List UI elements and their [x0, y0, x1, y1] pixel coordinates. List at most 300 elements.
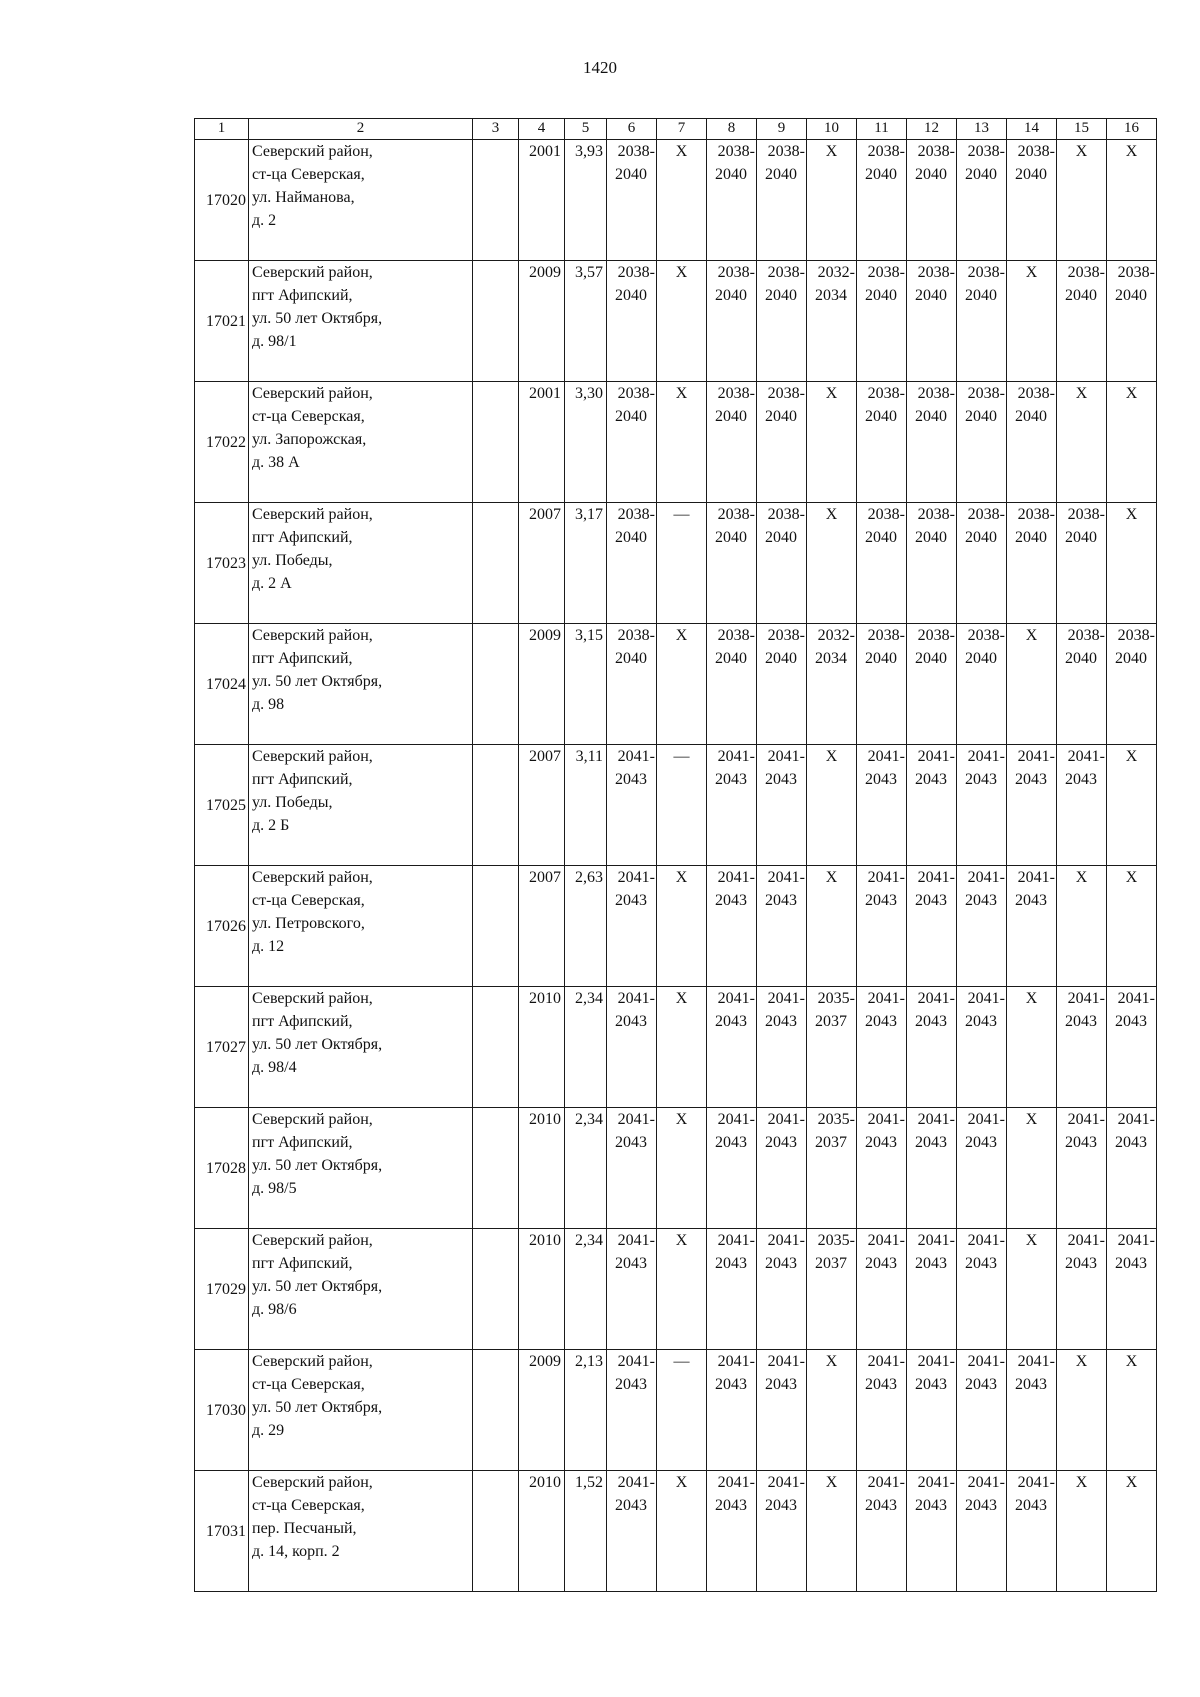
period-cell-13 — [957, 1108, 1007, 1229]
period-year: 2040 — [1015, 166, 1047, 183]
period-year: 2041- — [717, 990, 755, 1007]
period-cell-13 — [957, 745, 1007, 866]
period-cell-14 — [1007, 382, 1057, 503]
page-number: 1420 — [583, 58, 617, 77]
period-year: 2041- — [767, 748, 805, 765]
period-year: 2038- — [767, 506, 805, 523]
address-cell — [249, 140, 473, 261]
period-year: 2038- — [717, 506, 755, 523]
period-cell-13 — [957, 866, 1007, 987]
period-year: 2041- — [967, 1111, 1005, 1128]
cross-mark: Х — [675, 1232, 688, 1249]
cross-mark: Х — [825, 748, 838, 765]
period-year: 2040 — [765, 529, 797, 546]
period-year: 2041- — [617, 869, 655, 886]
period-cell-14 — [1007, 1108, 1057, 1229]
period-year: 2040 — [715, 408, 747, 425]
period-cell-7 — [657, 866, 707, 987]
build-year-cell: 2007 — [519, 503, 565, 624]
period-cell-8 — [707, 140, 757, 261]
cross-mark: Х — [675, 264, 688, 281]
period-cell-10 — [807, 1229, 857, 1350]
address-line: пгт Афипский, — [252, 1013, 353, 1030]
period-year: 2043 — [715, 1497, 747, 1514]
period-year: 2040 — [1115, 650, 1147, 667]
period-year: 2041- — [967, 1474, 1005, 1491]
period-year: 2043 — [865, 771, 897, 788]
period-cell-16 — [1107, 1471, 1157, 1592]
period-year: 2041- — [767, 1111, 805, 1128]
period-year: 2040 — [915, 287, 947, 304]
period-cell-16 — [1107, 1108, 1157, 1229]
period-cell-14 — [1007, 866, 1057, 987]
value-cell: 3,15 — [565, 624, 607, 745]
period-year: 2043 — [915, 1255, 947, 1272]
period-year: 2043 — [915, 1013, 947, 1030]
period-cell-11 — [857, 1108, 907, 1229]
period-year: 2040 — [615, 408, 647, 425]
period-year: 2043 — [765, 1134, 797, 1151]
period-cell-14 — [1007, 745, 1057, 866]
period-cell-7 — [657, 1229, 707, 1350]
period-year: 2043 — [1065, 771, 1097, 788]
period-year: 2041- — [867, 1353, 905, 1370]
build-year-cell: 2007 — [519, 866, 565, 987]
period-year: 2038- — [617, 385, 655, 402]
period-cell-7 — [657, 987, 707, 1108]
column-number-6: 6 — [607, 119, 657, 140]
period-cell-6 — [607, 866, 657, 987]
period-year: 2043 — [1015, 892, 1047, 909]
period-year: 2041- — [917, 990, 955, 1007]
cross-mark: Х — [675, 385, 688, 402]
period-year: 2040 — [1065, 287, 1097, 304]
value-cell: 2,63 — [565, 866, 607, 987]
period-cell-10 — [807, 866, 857, 987]
period-year: 2041- — [867, 869, 905, 886]
period-year: 2043 — [765, 892, 797, 909]
period-year: 2041- — [767, 869, 805, 886]
cross-mark: Х — [675, 143, 688, 160]
period-year: 2041- — [1017, 1353, 1055, 1370]
period-year: 2041- — [1117, 1232, 1155, 1249]
period-cell-9 — [757, 987, 807, 1108]
period-year: 2040 — [765, 166, 797, 183]
table-row — [195, 624, 1157, 745]
period-year: 2041- — [917, 1232, 955, 1249]
period-year: 2034 — [815, 287, 847, 304]
period-cell-15 — [1057, 1229, 1107, 1350]
cross-mark: Х — [1125, 869, 1138, 886]
period-year: 2040 — [965, 408, 997, 425]
period-cell-9 — [757, 1471, 807, 1592]
period-year: 2040 — [865, 166, 897, 183]
period-cell-12 — [907, 987, 957, 1108]
address-cell — [249, 987, 473, 1108]
period-cell-11 — [857, 1350, 907, 1471]
address-cell — [249, 1350, 473, 1471]
period-cell-6 — [607, 1471, 657, 1592]
period-year: 2038- — [917, 264, 955, 281]
period-year: 2038- — [1017, 143, 1055, 160]
period-year: 2040 — [915, 529, 947, 546]
cross-mark: Х — [1025, 1111, 1038, 1128]
period-year: 2043 — [915, 1376, 947, 1393]
period-year: 2038- — [867, 385, 905, 402]
period-year: 2032- — [817, 627, 855, 644]
period-year: 2041- — [617, 1111, 655, 1128]
period-year: 2041- — [917, 748, 955, 765]
cross-mark: Х — [675, 869, 688, 886]
period-cell-11 — [857, 745, 907, 866]
period-cell-10 — [807, 261, 857, 382]
period-cell-11 — [857, 1471, 907, 1592]
address-line: ул. 50 лет Октября, — [252, 673, 383, 690]
period-year: 2040 — [1015, 529, 1047, 546]
period-year: 2041- — [717, 1474, 755, 1491]
cross-mark: Х — [675, 1111, 688, 1128]
period-year: 2040 — [865, 529, 897, 546]
column-number-16: 16 — [1107, 119, 1157, 140]
period-year: 2043 — [915, 1134, 947, 1151]
build-year-cell: 2009 — [519, 261, 565, 382]
table-body — [195, 119, 1157, 1592]
period-year: 2041- — [917, 869, 955, 886]
period-year: 2041- — [717, 1353, 755, 1370]
address-line: ст-ца Северская, — [252, 1497, 365, 1514]
row-number: 17024 — [195, 624, 249, 745]
period-cell-16 — [1107, 745, 1157, 866]
cross-mark: Х — [1125, 748, 1138, 765]
row-number: 17022 — [195, 382, 249, 503]
period-cell-15 — [1057, 987, 1107, 1108]
row-number: 17025 — [195, 745, 249, 866]
row-number: 17021 — [195, 261, 249, 382]
period-year: 2043 — [965, 1255, 997, 1272]
address-line: ул. Победы, — [252, 552, 333, 569]
address-line: ул. 50 лет Октября, — [252, 310, 383, 327]
cross-mark: Х — [825, 506, 838, 523]
address-cell — [249, 1229, 473, 1350]
address-line: Северский район, — [252, 143, 373, 160]
column-number-11: 11 — [857, 119, 907, 140]
period-year: 2034 — [815, 650, 847, 667]
cross-mark: Х — [1075, 1474, 1088, 1491]
address-line: ул. Запорожская, — [252, 431, 367, 448]
address-line: д. 98 — [252, 696, 285, 713]
period-cell-13 — [957, 503, 1007, 624]
address-line: пгт Афипский, — [252, 650, 353, 667]
address-cell — [249, 382, 473, 503]
period-cell-13 — [957, 1350, 1007, 1471]
table-row — [195, 1471, 1157, 1592]
period-year: 2043 — [765, 1013, 797, 1030]
build-year-cell: 2010 — [519, 1229, 565, 1350]
period-cell-15 — [1057, 382, 1107, 503]
cross-mark: Х — [1025, 264, 1038, 281]
period-cell-6 — [607, 624, 657, 745]
period-cell-9 — [757, 261, 807, 382]
period-year: 2038- — [917, 385, 955, 402]
period-year: 2043 — [965, 1134, 997, 1151]
period-year: 2041- — [967, 990, 1005, 1007]
period-cell-14 — [1007, 987, 1057, 1108]
period-year: 2041- — [767, 1232, 805, 1249]
period-cell-7 — [657, 261, 707, 382]
period-year: 2043 — [915, 1497, 947, 1514]
period-cell-13 — [957, 624, 1007, 745]
address-line: пгт Афипский, — [252, 287, 353, 304]
row-number: 17030 — [195, 1350, 249, 1471]
period-year: 2043 — [715, 892, 747, 909]
period-cell-16 — [1107, 987, 1157, 1108]
period-year: 2038- — [1067, 264, 1105, 281]
table-row — [195, 866, 1157, 987]
period-year: 2043 — [615, 1134, 647, 1151]
period-cell-8 — [707, 1108, 757, 1229]
period-year: 2041- — [717, 869, 755, 886]
period-year: 2040 — [915, 650, 947, 667]
period-year: 2041- — [717, 748, 755, 765]
period-year: 2041- — [767, 1474, 805, 1491]
period-year: 2041- — [717, 1111, 755, 1128]
period-year: 2041- — [617, 1474, 655, 1491]
period-year: 2038- — [1067, 506, 1105, 523]
period-year: 2038- — [917, 627, 955, 644]
period-year: 2040 — [715, 650, 747, 667]
period-year: 2041- — [1067, 1232, 1105, 1249]
cross-mark: Х — [825, 143, 838, 160]
period-year: 2038- — [867, 506, 905, 523]
period-year: 2040 — [865, 287, 897, 304]
column-number-5: 5 — [565, 119, 607, 140]
period-year: 2041- — [1017, 748, 1055, 765]
column-number-15: 15 — [1057, 119, 1107, 140]
period-year: 2038- — [617, 627, 655, 644]
period-year: 2038- — [917, 143, 955, 160]
cross-mark: Х — [825, 385, 838, 402]
column-number-10: 10 — [807, 119, 857, 140]
period-year: 2037 — [815, 1255, 847, 1272]
address-cell — [249, 745, 473, 866]
period-cell-14 — [1007, 624, 1057, 745]
address-line: ул. 50 лет Октября, — [252, 1036, 383, 1053]
period-cell-14 — [1007, 1229, 1057, 1350]
address-line: пгт Афипский, — [252, 529, 353, 546]
period-year: 2043 — [715, 771, 747, 788]
period-year: 2041- — [917, 1353, 955, 1370]
period-cell-9 — [757, 1229, 807, 1350]
period-cell-15 — [1057, 1350, 1107, 1471]
period-year: 2043 — [865, 1134, 897, 1151]
period-cell-9 — [757, 866, 807, 987]
period-cell-10 — [807, 1108, 857, 1229]
period-cell-10 — [807, 745, 857, 866]
period-year: 2038- — [1117, 264, 1155, 281]
address-line: д. 12 — [252, 938, 285, 955]
address-line: пгт Афипский, — [252, 1134, 353, 1151]
period-cell-13 — [957, 987, 1007, 1108]
period-year: 2038- — [867, 143, 905, 160]
cross-mark: Х — [1125, 506, 1138, 523]
build-year-cell: 2010 — [519, 1471, 565, 1592]
table-row — [195, 745, 1157, 866]
period-year: 2043 — [965, 1376, 997, 1393]
period-year: 2043 — [965, 1497, 997, 1514]
period-year: 2041- — [967, 1353, 1005, 1370]
period-cell-13 — [957, 140, 1007, 261]
period-year: 2038- — [917, 506, 955, 523]
value-cell: 2,13 — [565, 1350, 607, 1471]
period-cell-7 — [657, 503, 707, 624]
period-year: 2043 — [1115, 1255, 1147, 1272]
period-year: 2041- — [717, 1232, 755, 1249]
address-line: Северский район, — [252, 869, 373, 886]
address-line: Северский район, — [252, 1111, 373, 1128]
period-year: 2040 — [715, 287, 747, 304]
address-line: Северский район, — [252, 990, 373, 1007]
address-line: д. 14, корп. 2 — [252, 1543, 340, 1560]
cell-col-3 — [473, 624, 519, 745]
cross-mark: Х — [1125, 143, 1138, 160]
address-line: д. 98/1 — [252, 333, 297, 350]
cell-col-3 — [473, 1350, 519, 1471]
period-cell-11 — [857, 866, 907, 987]
period-cell-6 — [607, 140, 657, 261]
period-year: 2038- — [767, 627, 805, 644]
cell-col-3 — [473, 140, 519, 261]
address-line: д. 2 Б — [252, 817, 290, 834]
period-cell-13 — [957, 1229, 1007, 1350]
period-year: 2041- — [1067, 1111, 1105, 1128]
period-year: 2035- — [817, 990, 855, 1007]
period-year: 2043 — [915, 892, 947, 909]
period-cell-12 — [907, 624, 957, 745]
address-line: д. 2 А — [252, 575, 292, 592]
period-cell-11 — [857, 140, 907, 261]
cross-mark: Х — [675, 990, 688, 1007]
value-cell: 1,52 — [565, 1471, 607, 1592]
cross-mark: Х — [1125, 1353, 1138, 1370]
period-cell-7 — [657, 1350, 707, 1471]
period-cell-6 — [607, 261, 657, 382]
period-cell-15 — [1057, 140, 1107, 261]
period-year: 2043 — [1115, 1134, 1147, 1151]
period-year: 2043 — [965, 1013, 997, 1030]
cross-mark: Х — [825, 869, 838, 886]
table-row — [195, 261, 1157, 382]
period-cell-8 — [707, 624, 757, 745]
period-cell-12 — [907, 745, 957, 866]
period-year: 2043 — [765, 1376, 797, 1393]
build-year-cell: 2007 — [519, 745, 565, 866]
address-line: Северский район, — [252, 1474, 373, 1491]
address-cell — [249, 1471, 473, 1592]
period-cell-10 — [807, 140, 857, 261]
cross-mark: Х — [1075, 385, 1088, 402]
period-cell-12 — [907, 866, 957, 987]
period-year: 2041- — [917, 1111, 955, 1128]
cross-mark: Х — [825, 1353, 838, 1370]
address-line: д. 29 — [252, 1422, 285, 1439]
period-year: 2032- — [817, 264, 855, 281]
build-year-cell: 2009 — [519, 1350, 565, 1471]
period-cell-12 — [907, 382, 957, 503]
row-number: 17029 — [195, 1229, 249, 1350]
table-row — [195, 1350, 1157, 1471]
period-cell-14 — [1007, 261, 1057, 382]
cross-mark: Х — [1125, 385, 1138, 402]
period-cell-10 — [807, 382, 857, 503]
period-cell-14 — [1007, 503, 1057, 624]
period-cell-14 — [1007, 140, 1057, 261]
column-number-header — [195, 119, 1157, 140]
value-cell: 3,11 — [565, 745, 607, 866]
period-cell-8 — [707, 1471, 757, 1592]
period-year: 2043 — [865, 1376, 897, 1393]
period-year: 2038- — [1067, 627, 1105, 644]
period-year: 2038- — [767, 143, 805, 160]
period-year: 2043 — [1015, 1376, 1047, 1393]
period-year: 2040 — [615, 529, 647, 546]
period-year: 2040 — [865, 408, 897, 425]
period-year: 2043 — [715, 1255, 747, 1272]
period-year: 2043 — [1115, 1013, 1147, 1030]
build-year-cell: 2001 — [519, 382, 565, 503]
build-year-cell: 2010 — [519, 1108, 565, 1229]
period-cell-8 — [707, 866, 757, 987]
period-year: 2038- — [717, 385, 755, 402]
cross-mark: Х — [1075, 143, 1088, 160]
table-row — [195, 1108, 1157, 1229]
address-cell — [249, 624, 473, 745]
period-cell-6 — [607, 1108, 657, 1229]
cross-mark: Х — [675, 1474, 688, 1491]
period-cell-9 — [757, 1350, 807, 1471]
period-year: 2043 — [615, 1376, 647, 1393]
address-line: д. 98/5 — [252, 1180, 297, 1197]
period-cell-12 — [907, 1471, 957, 1592]
period-year: 2040 — [615, 166, 647, 183]
period-year: 2037 — [815, 1134, 847, 1151]
period-year: 2043 — [615, 892, 647, 909]
column-number-14: 14 — [1007, 119, 1057, 140]
period-cell-9 — [757, 1108, 807, 1229]
period-year: 2038- — [617, 506, 655, 523]
period-year: 2040 — [1015, 408, 1047, 425]
cross-mark: Х — [1025, 1232, 1038, 1249]
cross-mark: — — [673, 748, 690, 765]
period-cell-12 — [907, 1108, 957, 1229]
address-line: пгт Афипский, — [252, 1255, 353, 1272]
period-year: 2043 — [615, 1255, 647, 1272]
period-cell-16 — [1107, 140, 1157, 261]
value-cell: 3,93 — [565, 140, 607, 261]
period-year: 2041- — [867, 1474, 905, 1491]
value-cell: 2,34 — [565, 1229, 607, 1350]
period-cell-7 — [657, 1471, 707, 1592]
address-line: ст-ца Северская, — [252, 1376, 365, 1393]
period-year: 2041- — [967, 1232, 1005, 1249]
row-number: 17027 — [195, 987, 249, 1108]
period-cell-6 — [607, 382, 657, 503]
period-year: 2040 — [915, 408, 947, 425]
row-number: 17023 — [195, 503, 249, 624]
period-year: 2043 — [1015, 1497, 1047, 1514]
period-year: 2043 — [715, 1376, 747, 1393]
period-cell-8 — [707, 382, 757, 503]
period-cell-16 — [1107, 866, 1157, 987]
